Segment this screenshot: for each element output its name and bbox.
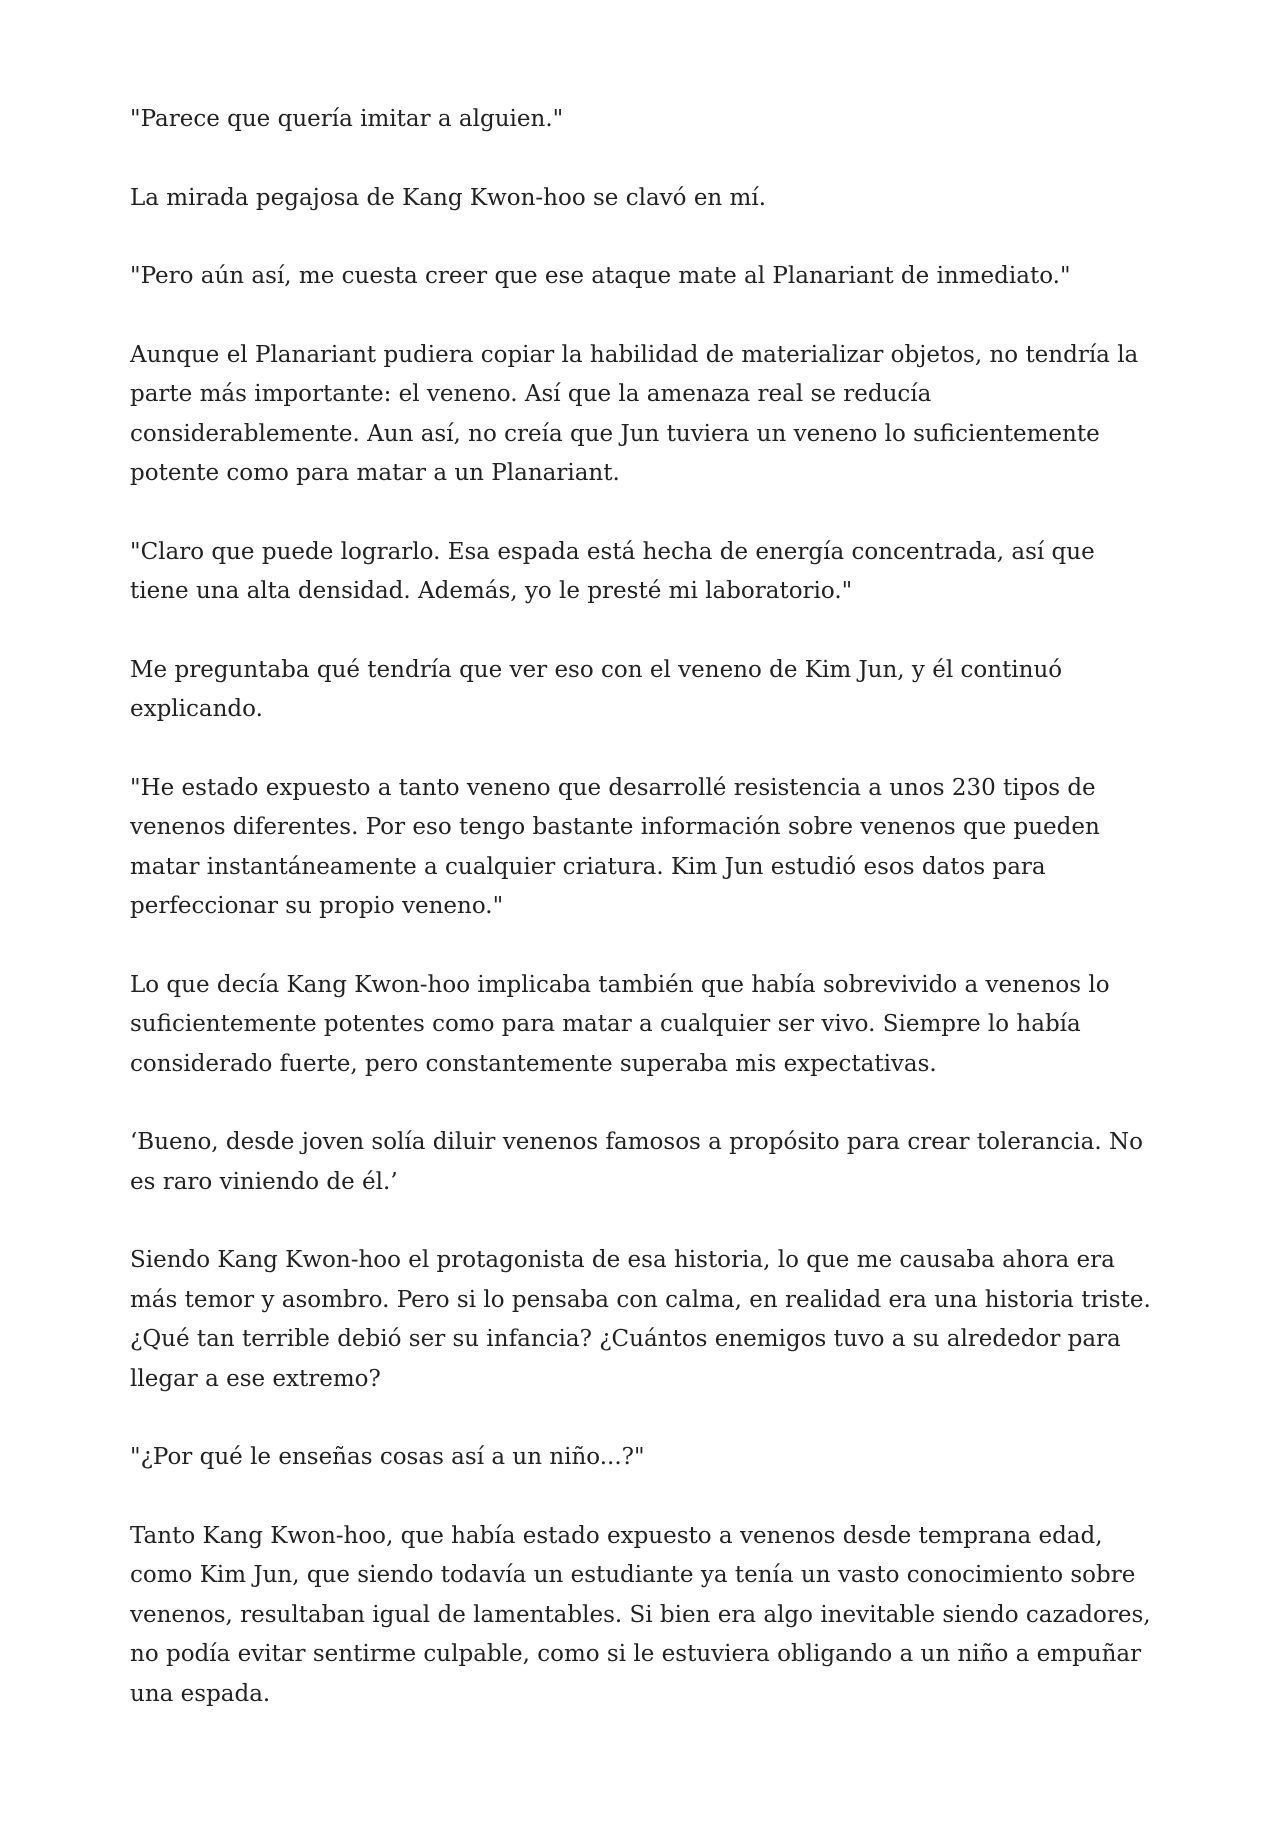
paragraph: Siendo Kang Kwon-hoo el protagonista de esa historia, lo que me causaba ahora era más temor y asombro. Pero si lo pensaba con calma, en realidad era una historia triste. ¿Qué tan terrible debió ser su infancia? ¿Cuántos enemigos tuvo a su alrededor para llegar a ese extremo?: [130, 1247, 1151, 1392]
paragraph: "¿Por qué le enseñas cosas así a un niño...?": [130, 1444, 645, 1470]
document-body: [130, 100, 1160, 1753]
paragraph: Lo que decía Kang Kwon-hoo implicaba también que había sobrevivido a venenos lo suficientemente potentes como para matar a cualquier ser vivo. Siempre lo había considerado fuerte, pero constantemente superaba mis expectativas.: [130, 971, 1110, 1077]
paragraph: "Claro que puede lograrlo. Esa espada está hecha de energía concentrada, así que tiene una alta densidad. Además, yo le presté mi laboratorio.": [130, 538, 1095, 604]
paragraph: "Pero aún así, me cuesta creer que ese ataque mate al Planariant de inmediato.": [130, 263, 1071, 289]
paragraph: ‘Bueno, desde joven solía diluir venenos famosos a propósito para crear tolerancia. No es raro viniendo de él.’: [130, 1129, 1143, 1195]
paragraph: Aunque el Planariant pudiera copiar la habilidad de materializar objetos, no tendría la parte más importante: el veneno. Así que la amenaza real se reducía considerablemente. Aun así, no creía que Jun tuviera un veneno lo suficientemente potente como para matar a un Planariant.: [130, 341, 1139, 486]
paragraph: Me preguntaba qué tendría que ver eso con el veneno de Kim Jun, y él continuó explicando.: [130, 656, 1063, 722]
paragraph: Tanto Kang Kwon-hoo, que había estado expuesto a venenos desde temprana edad, como Kim Jun, que siendo todavía un estudiante ya tenía un vasto conocimiento sobre venenos, resultaban igual de lamentables. Si bien era algo inevitable siendo cazadores, no podía evitar sentirme culpable, como si le estuviera obligando a un niño a empuñar una espada.: [130, 1522, 1151, 1707]
paragraph: "He estado expuesto a tanto veneno que desarrollé resistencia a unos 230 tipos de venenos diferentes. Por eso tengo bastante información sobre venenos que pueden matar instantáneamente a cualquier criatura. Kim Jun estudió esos datos para perfeccionar su propio veneno.": [130, 774, 1100, 919]
paragraph: La mirada pegajosa de Kang Kwon-hoo se clavó en mí.: [130, 184, 767, 211]
paragraph: "Parece que quería imitar a alguien.": [130, 106, 564, 132]
